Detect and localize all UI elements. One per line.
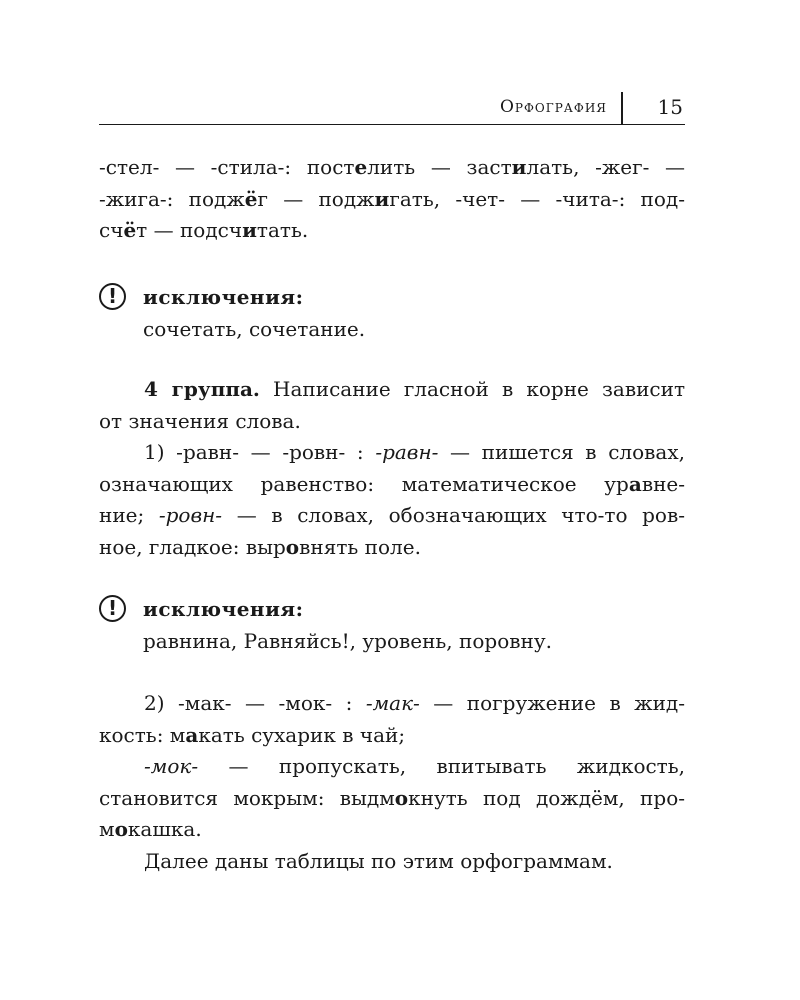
book-page <box>99 0 685 1000</box>
text-line: -жига-: поджёг — поджигать, -чет- — -чита-: под- <box>99 186 685 211</box>
exceptions-words: равнина, Равняйсь!, уровень, поровну. <box>143 628 552 653</box>
running-header <box>99 92 685 125</box>
exceptions-block-2 <box>99 594 685 658</box>
group-4-paragraph <box>99 374 685 437</box>
section-title: Орфография <box>499 97 607 117</box>
exclamation-icon: ! <box>99 283 126 310</box>
item-2-paragraph <box>99 688 685 877</box>
exceptions-heading: исключения: <box>143 285 304 309</box>
text-line: ное, гладкое: выровнять поле. <box>99 534 421 559</box>
text-line: означающих равенство: математическое уравне- <box>99 471 685 496</box>
exclamation-icon: ! <box>99 595 126 622</box>
text-line: от значения слова. <box>99 408 301 433</box>
text-line: 1) -равн- — -ровн- : -равн- — пишется в словах, <box>144 440 685 464</box>
exceptions-words: сочетать, сочетание. <box>143 316 366 341</box>
group-title: 4 группа. <box>144 377 260 401</box>
header-divider <box>621 92 623 124</box>
text-line: -стел- — -стила-: постелить — застилать, -жег- — <box>99 155 685 179</box>
text-line: 2) -мак- — -мок- : -мак- — погружение в жид- <box>144 691 685 715</box>
text-line: 4 группа. Написание гласной в корне зависит <box>144 377 686 401</box>
item-1-paragraph <box>99 437 685 563</box>
text-line: мокашка. <box>99 817 202 841</box>
closing-sentence: Далее даны таблицы по этим орфограммам. <box>144 848 613 873</box>
exceptions-heading: исключения: <box>143 597 304 621</box>
paragraph-1 <box>99 152 685 247</box>
page-number: 15 <box>657 95 683 119</box>
text-line: ние; -ровн- — в словах, обозначающих что-то ров- <box>99 503 685 527</box>
text-line: -мок- — пропускать, впитывать жидкость, <box>144 754 685 778</box>
text-line: кость: макать сухарик в чай; <box>99 722 406 747</box>
text-line: становится мокрым: выдмокнуть под дождём, про- <box>99 785 685 810</box>
text-line: счёт — подсчитать. <box>99 218 309 242</box>
exceptions-block-1 <box>99 282 685 346</box>
